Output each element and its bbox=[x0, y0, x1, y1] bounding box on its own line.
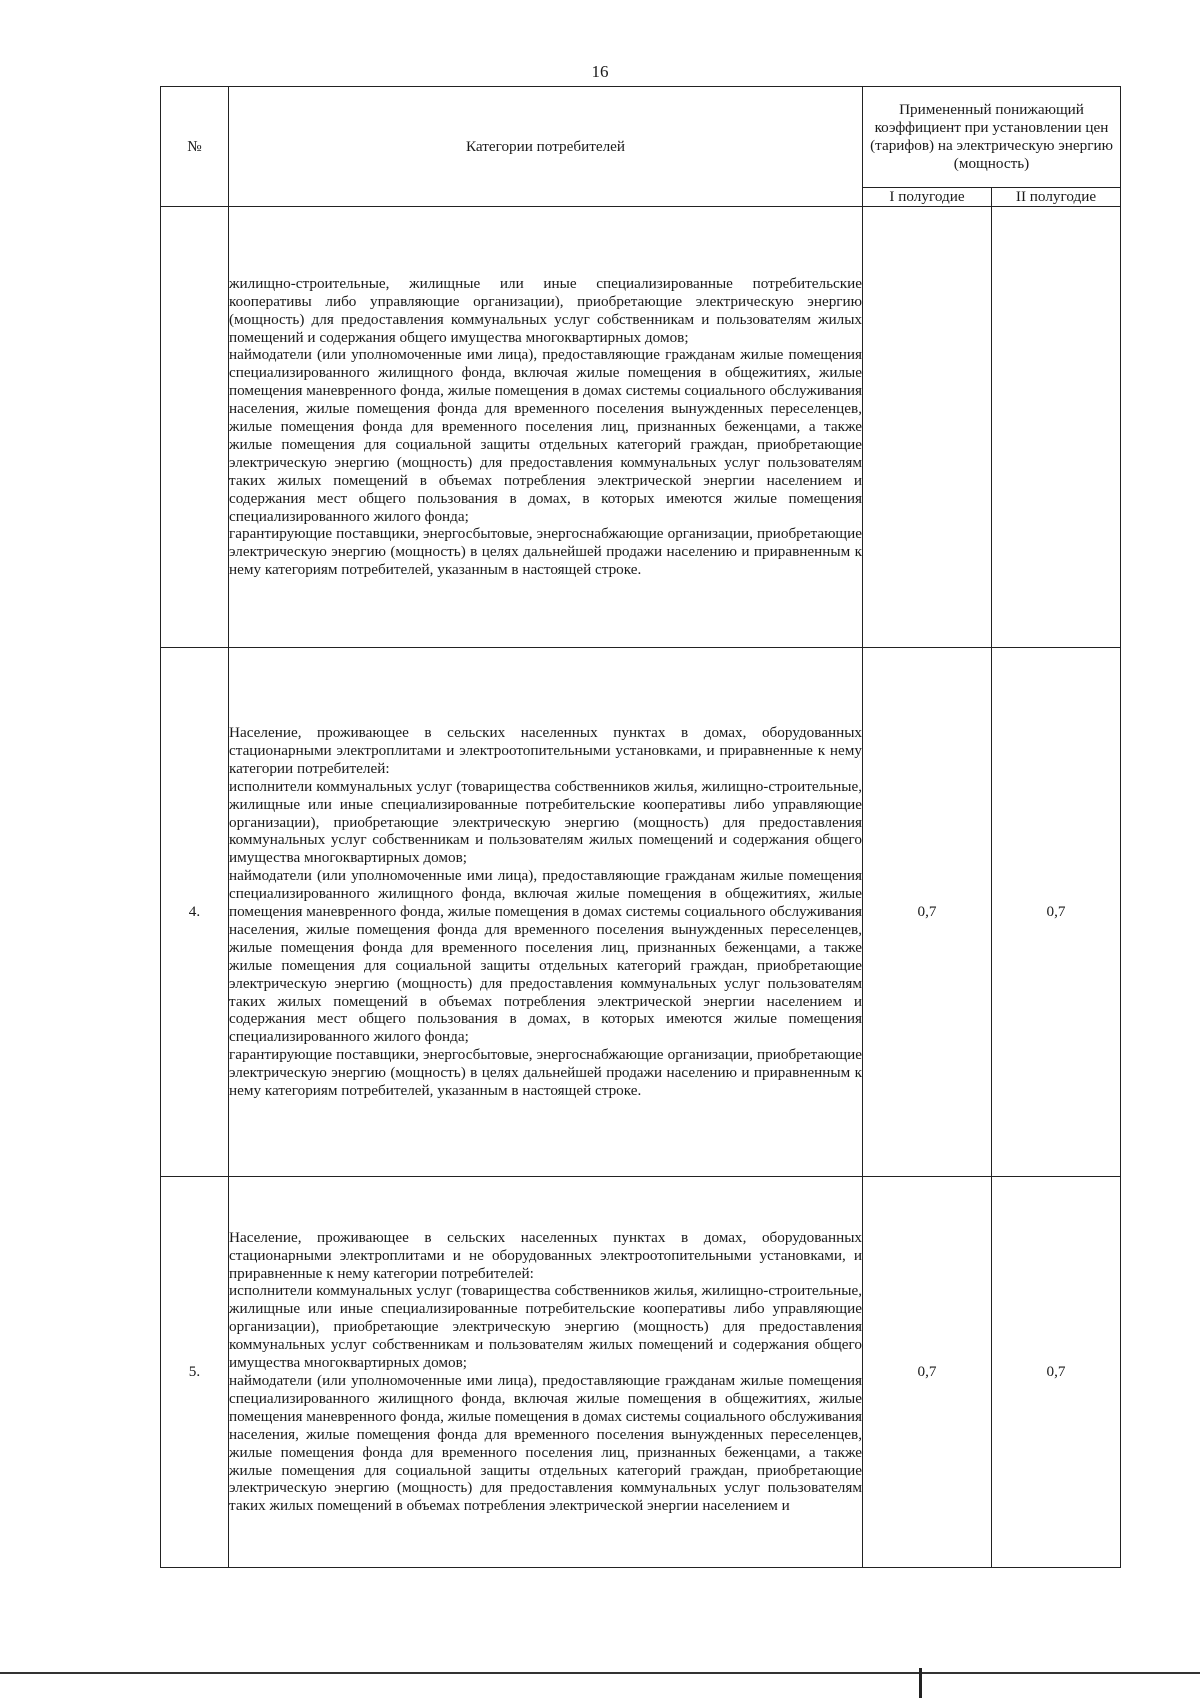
category-paragraph: жилищно-строительные, жилищные или иные специализированные потребительские кооперативы либо управляющие организации), приобретающие электрическую энергию (мощность) для предоставления коммунальных услуг собственникам и пользователям жилых помещений и содержания общего имущества многоквартирных домов; bbox=[229, 274, 862, 346]
category-paragraph: исполнители коммунальных услуг (товарищества собственников жилья, жилищно-строительные, жилищные или иные специализированные потребительские кооперативы либо управляющие организации), приобретающие электрическую энергию (мощность) для предоставления коммунальных услуг собственникам и пользователям жилых помещений и содержания общего имущества многоквартирных домов; bbox=[229, 1282, 862, 1372]
row-number: 4. bbox=[161, 648, 229, 1177]
row-half1-value: 0,7 bbox=[863, 648, 992, 1177]
category-paragraph: наймодатели (или уполномоченные ими лица), предоставляющие гражданам жилые помещения специализированного жилищного фонда, включая жилые помещения в общежитиях, жилые помещения маневренного фонда, жилые помещения в домах системы социального обслуживания населения, жилые помещения фонда для временного поселения вынужденных переселенцев, жилые помещения фонда для временного поселения лиц, признанных беженцами, а также жилые помещения для социальной защиты отдельных категорий граждан, приобретающие электрическую энергию (мощность) для предоставления коммунальных услуг пользователям таких жилых помещений в объемах потребления электрической энергии населением и содержания мест общего пользования в домах, в которых имеются жилые помещения специализированного жилого фонда; bbox=[229, 867, 862, 1046]
header-half1: I полугодие bbox=[863, 188, 992, 207]
category-paragraph: наймодатели (или уполномоченные ими лица), предоставляющие гражданам жилые помещения специализированного жилищного фонда, включая жилые помещения в общежитиях, жилые помещения маневренного фонда, жилые помещения в домах системы социального обслуживания населения, жилые помещения фонда для временного поселения вынужденных переселенцев, жилые помещения фонда для временного поселения лиц, признанных беженцами, а также жилые помещения для социальной защиты отдельных категорий граждан, приобретающие электрическую энергию (мощность) для предоставления коммунальных услуг пользователям таких жилых помещений в объемах потребления электрической энергии населением и bbox=[229, 1372, 862, 1515]
category-paragraph: гарантирующие поставщики, энергосбытовые, энергоснабжающие организации, приобретающие электрическую энергию (мощность) в целях дальнейшей продажи населению и приравненным к нему категориям потребителей, указанным в настоящей строке. bbox=[229, 525, 862, 579]
header-row bbox=[161, 87, 1121, 188]
row-half2-value: 0,7 bbox=[992, 1177, 1121, 1568]
scan-edge-line bbox=[0, 1672, 1200, 1674]
category-paragraph: гарантирующие поставщики, энергосбытовые, энергоснабжающие организации, приобретающие электрическую энергию (мощность) в целях дальнейшей продажи населению и приравненным к нему категориям потребителей, указанным в настоящей строке. bbox=[229, 1046, 862, 1100]
scan-edge-mark bbox=[919, 1668, 922, 1698]
table-row-continued bbox=[161, 207, 1121, 648]
header-half2: II полугодие bbox=[992, 188, 1121, 207]
row-half2-value: 0,7 bbox=[992, 648, 1121, 1177]
category-paragraph: Население, проживающее в сельских населенных пунктах в домах, оборудованных стационарными электроплитами и не оборудованных электроотопительными установками, и приравненные к нему категории потребителей: bbox=[229, 1228, 862, 1282]
coefficient-table bbox=[160, 86, 1121, 1568]
category-paragraph: исполнители коммунальных услуг (товарищества собственников жилья, жилищно-строительные, жилищные или иные специализированные потребительские кооперативы либо управляющие организации), приобретающие электрическую энергию (мощность) для предоставления коммунальных услуг собственникам и пользователям жилых помещений и содержания общего имущества многоквартирных домов; bbox=[229, 777, 862, 867]
row-half1-value: 0,7 bbox=[863, 1177, 992, 1568]
category-paragraph: Население, проживающее в сельских населенных пунктах в домах, оборудованных стационарными электроплитами и электроотопительными установками, и приравненные к нему категории потребителей: bbox=[229, 723, 862, 777]
header-category: Категории потребителей bbox=[229, 87, 863, 207]
header-number: № bbox=[161, 87, 229, 207]
row-category bbox=[229, 1177, 863, 1568]
row-category bbox=[229, 648, 863, 1177]
row-half2-value bbox=[992, 207, 1121, 648]
header-coefficient: Примененный понижающий коэффициент при установлении цен (тарифов) на электрическую энергию (мощность) bbox=[863, 87, 1121, 188]
category-paragraph: наймодатели (или уполномоченные ими лица), предоставляющие гражданам жилые помещения специализированного жилищного фонда, включая жилые помещения в общежитиях, жилые помещения маневренного фонда, жилые помещения в домах системы социального обслуживания населения, жилые помещения фонда для временного поселения вынужденных переселенцев, жилые помещения фонда для временного поселения лиц, признанных беженцами, а также жилые помещения для социальной защиты отдельных категорий граждан, приобретающие электрическую энергию (мощность) для предоставления коммунальных услуг пользователям таких жилых помещений в объемах потребления электрической энергии населением и содержания мест общего пользования в домах, в которых имеются жилые помещения специализированного жилого фонда; bbox=[229, 346, 862, 525]
row-number bbox=[161, 207, 229, 648]
row-half1-value bbox=[863, 207, 992, 648]
table-row-4 bbox=[161, 648, 1121, 1177]
table-row-5 bbox=[161, 1177, 1121, 1568]
page-number: 16 bbox=[591, 62, 609, 81]
row-number: 5. bbox=[161, 1177, 229, 1568]
row-category bbox=[229, 207, 863, 648]
